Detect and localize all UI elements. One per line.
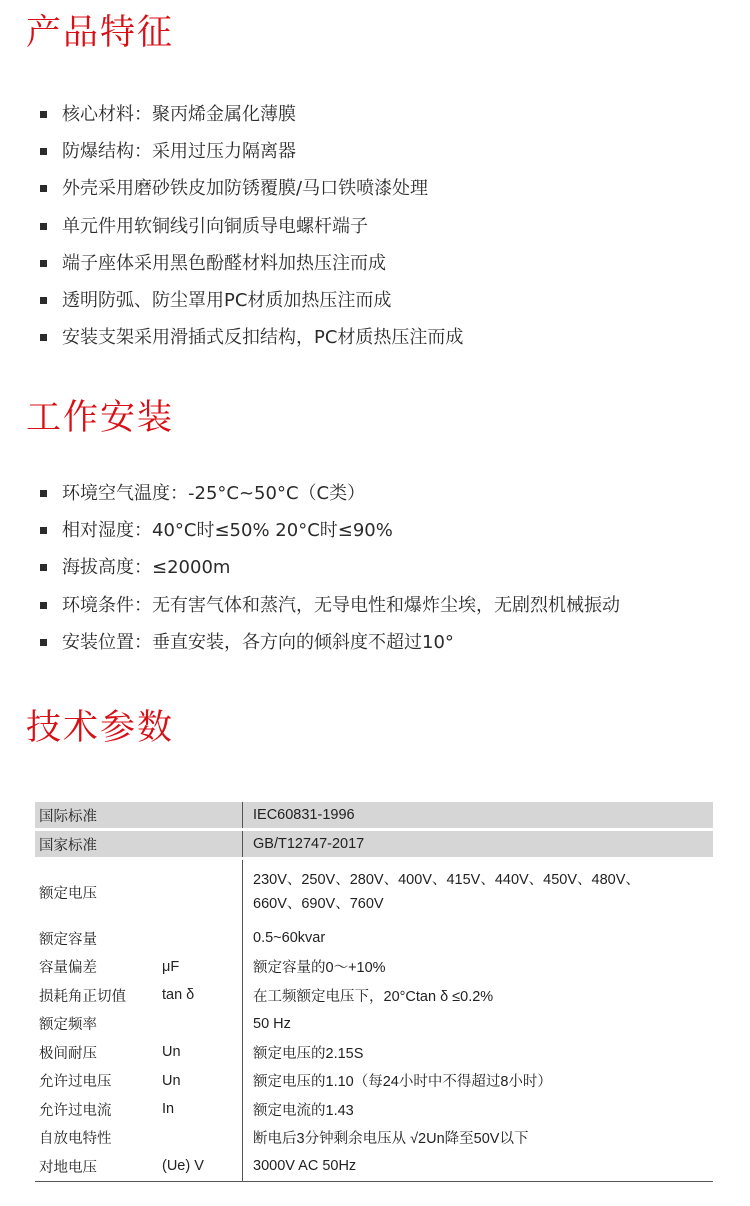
list-item xyxy=(40,100,463,137)
feature-text: 安装支架采用滑插式反扣结构，PC材质热压注而成 xyxy=(62,327,464,349)
table-row xyxy=(35,924,713,953)
param-value-line: 230V、250V、280V、400V、415V、440V、450V、480V、 xyxy=(253,872,640,888)
param-name: 自放电特性 xyxy=(39,1131,112,1148)
param-value: IEC60831-1996 xyxy=(243,802,714,830)
param-name: 容量偏差 xyxy=(39,960,97,977)
list-item xyxy=(40,323,463,360)
param-unit: Un xyxy=(162,1044,181,1061)
list-item xyxy=(40,212,463,249)
param-name: 允许过电流 xyxy=(39,1102,112,1119)
installation-list xyxy=(40,479,620,665)
bullet-icon xyxy=(40,564,47,571)
param-value: 3000V AC 50Hz xyxy=(243,1152,714,1181)
param-name: 额定频率 xyxy=(39,1017,97,1034)
feature-text: 单元件用软铜线引向铜质导电螺杆端子 xyxy=(62,215,368,237)
list-item xyxy=(40,628,620,665)
param-unit xyxy=(158,1010,243,1039)
table-row xyxy=(35,1124,713,1153)
param-value-line: 660V、690V、760V xyxy=(253,896,384,912)
installation-title: 工作安装 xyxy=(26,398,175,438)
bullet-icon xyxy=(40,223,47,230)
param-unit xyxy=(158,924,243,953)
param-name: 国际标准 xyxy=(35,802,158,830)
table-row xyxy=(35,859,713,925)
param-value: 额定电压的2.15S xyxy=(243,1038,714,1067)
list-item xyxy=(40,479,620,516)
param-name: 额定容量 xyxy=(39,931,97,948)
list-item xyxy=(40,174,463,211)
param-value xyxy=(243,859,714,925)
list-item xyxy=(40,249,463,286)
param-value: GB/T12747-2017 xyxy=(243,830,714,859)
param-unit: (Ue) V xyxy=(158,1152,243,1181)
list-item xyxy=(40,137,463,174)
parameters-table xyxy=(35,802,713,1182)
param-name: 极间耐压 xyxy=(39,1045,97,1062)
bullet-icon xyxy=(40,527,47,534)
param-unit xyxy=(158,830,243,859)
param-unit: μF xyxy=(162,958,180,975)
feature-text: 防爆结构：采用过压力隔离器 xyxy=(62,141,296,163)
list-item xyxy=(40,516,620,553)
list-item xyxy=(40,286,463,323)
bullet-icon xyxy=(40,148,47,155)
feature-text: 外壳采用磨砂铁皮加防锈覆膜/马口铁喷漆处理 xyxy=(62,178,429,200)
param-value: 额定电压的1.10（每24小时中不得超过8小时） xyxy=(243,1067,714,1096)
param-value: 在工频额定电压下，20°Ctan δ ≤0.2% xyxy=(243,981,714,1010)
feature-text: 端子座体采用黑色酚醛材料加热压注而成 xyxy=(62,252,386,274)
feature-text: 透明防弧、防尘罩用PC材质加热压注而成 xyxy=(62,289,392,311)
bullet-icon xyxy=(40,185,47,192)
feature-text: 核心材料：聚丙烯金属化薄膜 xyxy=(62,104,296,125)
installation-text: 相对湿度：40°C时≤50% 20°C时≤90% xyxy=(62,520,393,542)
bullet-icon xyxy=(40,260,47,267)
list-item xyxy=(40,553,620,590)
bullet-icon xyxy=(40,602,47,609)
bullet-icon xyxy=(40,334,47,341)
installation-text: 环境空气温度：-25°C~50°C（C类） xyxy=(62,483,366,504)
param-name: 损耗角正切值 xyxy=(39,988,126,1005)
param-unit: Un xyxy=(162,1072,181,1089)
param-value: 断电后3分钟剩余电压从 √2Un降至50V以下 xyxy=(243,1124,714,1153)
param-value: 0.5~60kvar xyxy=(243,924,714,953)
param-value: 额定电流的1.43 xyxy=(243,1095,714,1124)
table-row xyxy=(35,1152,713,1181)
features-list xyxy=(40,100,463,360)
table-row xyxy=(35,1067,713,1096)
bullet-icon xyxy=(40,639,47,646)
param-unit: In xyxy=(162,1101,175,1118)
table-row xyxy=(35,1095,713,1124)
param-unit xyxy=(158,859,243,925)
table-row xyxy=(35,953,713,982)
table-row xyxy=(35,1038,713,1067)
param-name: 国家标准 xyxy=(35,830,158,859)
param-name: 允许过电压 xyxy=(39,1074,112,1091)
param-unit xyxy=(158,1124,243,1153)
param-unit: tan δ xyxy=(162,987,195,1004)
param-value: 额定容量的0～+10% xyxy=(243,953,714,982)
list-item xyxy=(40,591,620,628)
table-row xyxy=(35,830,713,859)
param-value: 50 Hz xyxy=(243,1010,714,1039)
table-row xyxy=(35,802,713,830)
table-row xyxy=(35,981,713,1010)
bullet-icon xyxy=(40,111,47,118)
param-name: 对地电压 xyxy=(35,1152,158,1181)
installation-text: 安装位置：垂直安装，各方向的倾斜度不超过10° xyxy=(62,631,454,653)
param-name: 额定电压 xyxy=(35,859,158,925)
bullet-icon xyxy=(40,297,47,304)
installation-text: 海拔高度：≤2000m xyxy=(62,557,231,579)
parameters-title: 技术参数 xyxy=(26,708,175,748)
table-row xyxy=(35,1010,713,1039)
features-title: 产品特征 xyxy=(26,13,175,53)
param-unit xyxy=(158,802,243,830)
bullet-icon xyxy=(40,490,47,497)
installation-text: 环境条件：无有害气体和蒸汽，无导电性和爆炸尘埃，无剧烈机械振动 xyxy=(62,594,620,616)
